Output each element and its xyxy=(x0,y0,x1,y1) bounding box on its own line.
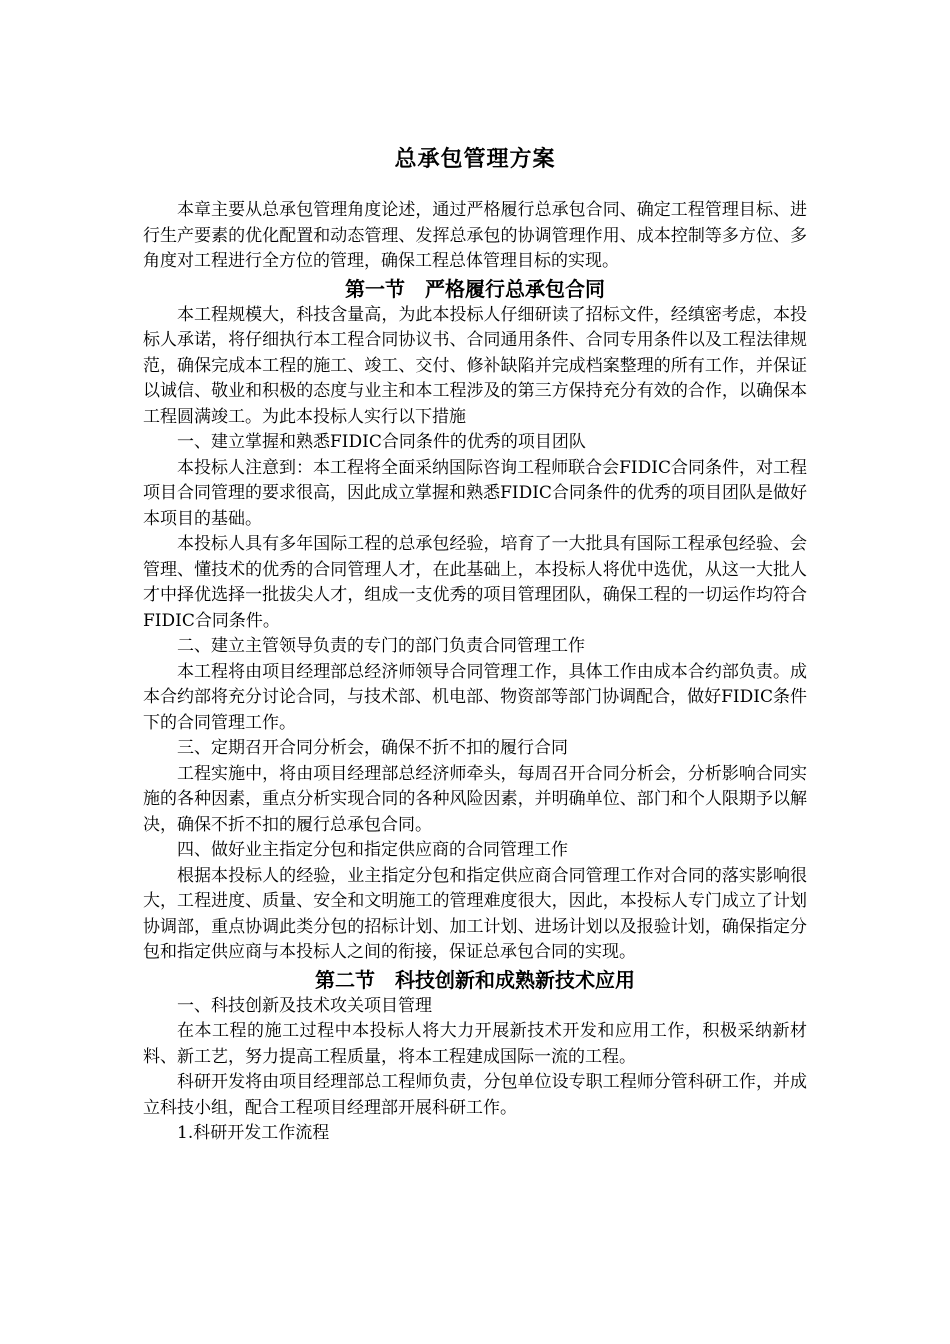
section-2-heading xyxy=(143,966,807,994)
section-2-subheading-1: 一、科技创新及技术攻关项目管理 xyxy=(177,995,432,1016)
section-2-subheading-2: 1.科研开发工作流程 xyxy=(177,1123,330,1143)
section-1-paragraph-5: 工程实施中，将由项目经理部总经济师牵头，每周召开合同分析会，分析影响合同实施的各种因素，重点分析实现合同的各种风险因素，并明确单位、部门和个人限期予以解决，确保不折不扣的履行总承包合同。 xyxy=(143,763,807,835)
section-1-paragraph-2: 本投标人注意到：本工程将全面采纳国际咨询工程师联合会FIDIC合同条件，对工程项目合同管理的要求很高，因此成立掌握和熟悉FIDIC合同条件的优秀的项目团队是做好本项目的基础。 xyxy=(143,457,807,529)
document-body xyxy=(143,140,807,1147)
section-1-subheading-1: 一、建立掌握和熟悉FIDIC合同条件的优秀的项目团队 xyxy=(177,432,586,452)
section-1-paragraph-1: 本工程规模大，科技含量高，为此本投标人仔细研读了招标文件，经缜密考虑，本投标人承诺，将仔细执行本工程合同协议书、合同通用条件、合同专用条件以及工程法律规范，确保完成本工程的施工、竣工、交付、修补缺陷并完成档案整理的所有工作，并保证以诚信、敬业和积极的态度与业主和本工程涉及的第三方保持充分有效的合作，以确保本工程圆满竣工。为此本投标人实行以下措施 xyxy=(143,304,807,427)
intro-paragraph: 本章主要从总承包管理角度论述，通过严格履行总承包合同、确定工程管理目标、进行生产要素的优化配置和动态管理、发挥总承包的协调管理作用、成本控制等多方位、多角度对工程进行全方位的管理，确保工程总体管理目标的实现。 xyxy=(143,200,807,271)
section-1-number: 第一节 xyxy=(345,276,405,301)
section-1-paragraph-3: 本投标人具有多年国际工程的总承包经验，培育了一大批具有国际工程承包经验、会管理、懂技术的优秀的合同管理人才，在此基础上，本投标人将优中选优，从这一大批人才中择优选择一批拔尖人才，组成一支优秀的项目管理团队，确保工程的一切运作均符合FIDIC合同条件。 xyxy=(143,534,807,631)
document-title: 总承包管理方案 xyxy=(394,147,556,172)
section-1-subheading-2: 二、建立主管领导负责的专门的部门负责合同管理工作 xyxy=(177,636,585,656)
section-1-subheading-3: 三、定期召开合同分析会，确保不折不扣的履行合同 xyxy=(177,738,568,758)
section-2-paragraph-1: 在本工程的施工过程中本投标人将大力开展新技术开发和应用工作，积极采纳新材料、新工艺，努力提高工程质量，将本工程建成国际一流的工程。 xyxy=(143,1021,807,1067)
section-1-paragraph-4: 本工程将由项目经理部总经济师领导合同管理工作，具体工作由成本合约部负责。成本合约部将充分讨论合同，与技术部、机电部、物资部等部门协调配合，做好FIDIC条件下的合同管理工作。 xyxy=(143,661,807,733)
section-1-subheading-4: 四、做好业主指定分包和指定供应商的合同管理工作 xyxy=(177,840,568,860)
section-1-title: 严格履行总承包合同 xyxy=(425,276,605,301)
section-2-number: 第二节 xyxy=(315,967,375,992)
section-1-heading xyxy=(143,275,807,303)
section-1-paragraph-6: 根据本投标人的经验，业主指定分包和指定供应商合同管理工作对合同的落实影响很大，工程进度、质量、安全和文明施工的管理难度很大，因此，本投标人专门成立了计划协调部，重点协调此类分包的招标计划、加工计划、进场计划以及报验计划，确保指定分包和指定供应商与本投标人之间的衔接，保证总承包合同的实现。 xyxy=(143,865,807,962)
section-2-title: 科技创新和成熟新技术应用 xyxy=(395,967,635,992)
section-2-paragraph-2: 科研开发将由项目经理部总工程师负责，分包单位设专职工程师分管科研工作，并成立科技小组，配合工程项目经理部开展科研工作。 xyxy=(143,1072,807,1118)
